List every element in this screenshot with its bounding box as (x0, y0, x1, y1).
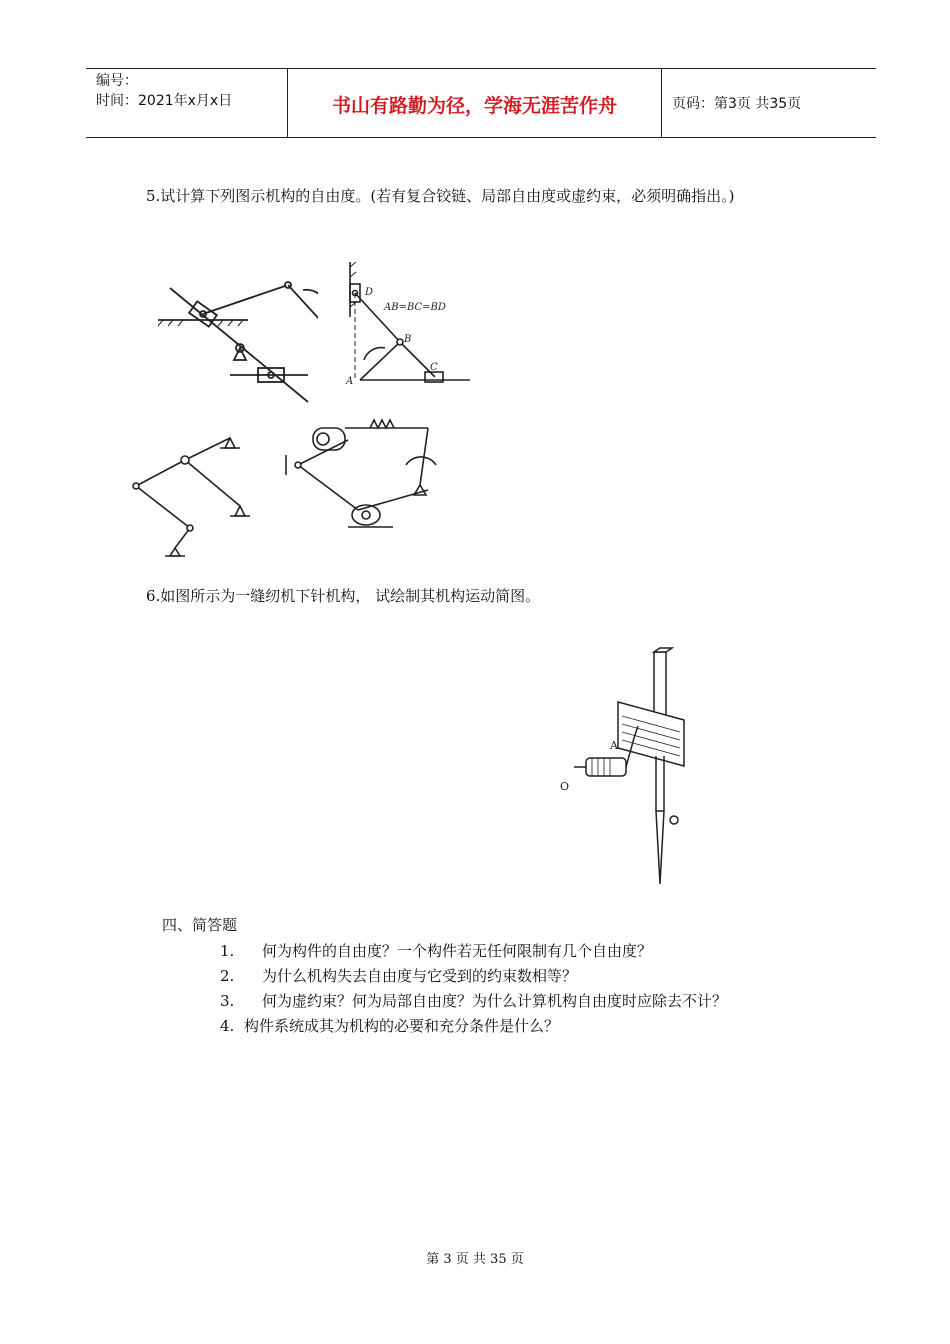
page-header (86, 68, 876, 138)
question-text: 何为构件的自由度？一个构件若无任何限制有几个自由度？ (262, 942, 653, 960)
header-info-cell (86, 69, 288, 137)
mechanism-figure-d (278, 410, 448, 532)
mechanism-figure-a (158, 270, 318, 405)
sewing-needle-mechanism-figure (556, 646, 701, 886)
question-number: 4. (220, 1017, 235, 1035)
header-page-cell (662, 69, 876, 137)
question-number: 1. (220, 942, 235, 960)
question-item (220, 940, 652, 961)
question-number: 2. (220, 967, 235, 985)
question-5-text: 5.试计算下列图示机构的自由度。(若有复合铰链、局部自由度或虚约束，必须明确指出。) (146, 187, 735, 205)
header-motto-cell (288, 69, 662, 137)
question-text: 为什么机构失去自由度与它受到的约束数相等？ (262, 967, 578, 985)
section-4-title: 四、简答题 (162, 916, 238, 934)
page-info: 页码：第3页 共35页 (672, 96, 802, 112)
mechanism-figure-b (340, 262, 475, 400)
point-label-a: A (346, 376, 354, 387)
mechanism-figure-c (130, 428, 260, 560)
page-footer: 第 3 页 共 35 页 (426, 1252, 524, 1267)
point-label-a: A (610, 739, 618, 752)
point-label-c: C (430, 362, 438, 373)
question-item (220, 990, 727, 1011)
question-6-text: 6.如图所示为一缝纫机下针机构， 试绘制其机构运动简图。 (146, 587, 541, 605)
point-label-b: B (404, 334, 412, 345)
code-label: 编号： (96, 73, 138, 89)
point-label-d: D (365, 287, 374, 298)
question-text: 何为虚约束？何为局部自由度？为什么计算机构自由度时应除去不计？ (262, 992, 728, 1010)
equation-label: AB=BC=BD (384, 302, 446, 313)
point-label-o: O (560, 780, 570, 793)
question-item (220, 1015, 559, 1036)
motto-text: 书山有路勤为径，学海无涯苦作舟 (331, 95, 617, 117)
question-item (220, 965, 577, 986)
question-number: 3. (220, 992, 235, 1010)
time-label: 时间：2021年x月x日 (96, 93, 233, 109)
question-text: 构件系统成其为机构的必要和充分条件是什么？ (244, 1017, 560, 1035)
